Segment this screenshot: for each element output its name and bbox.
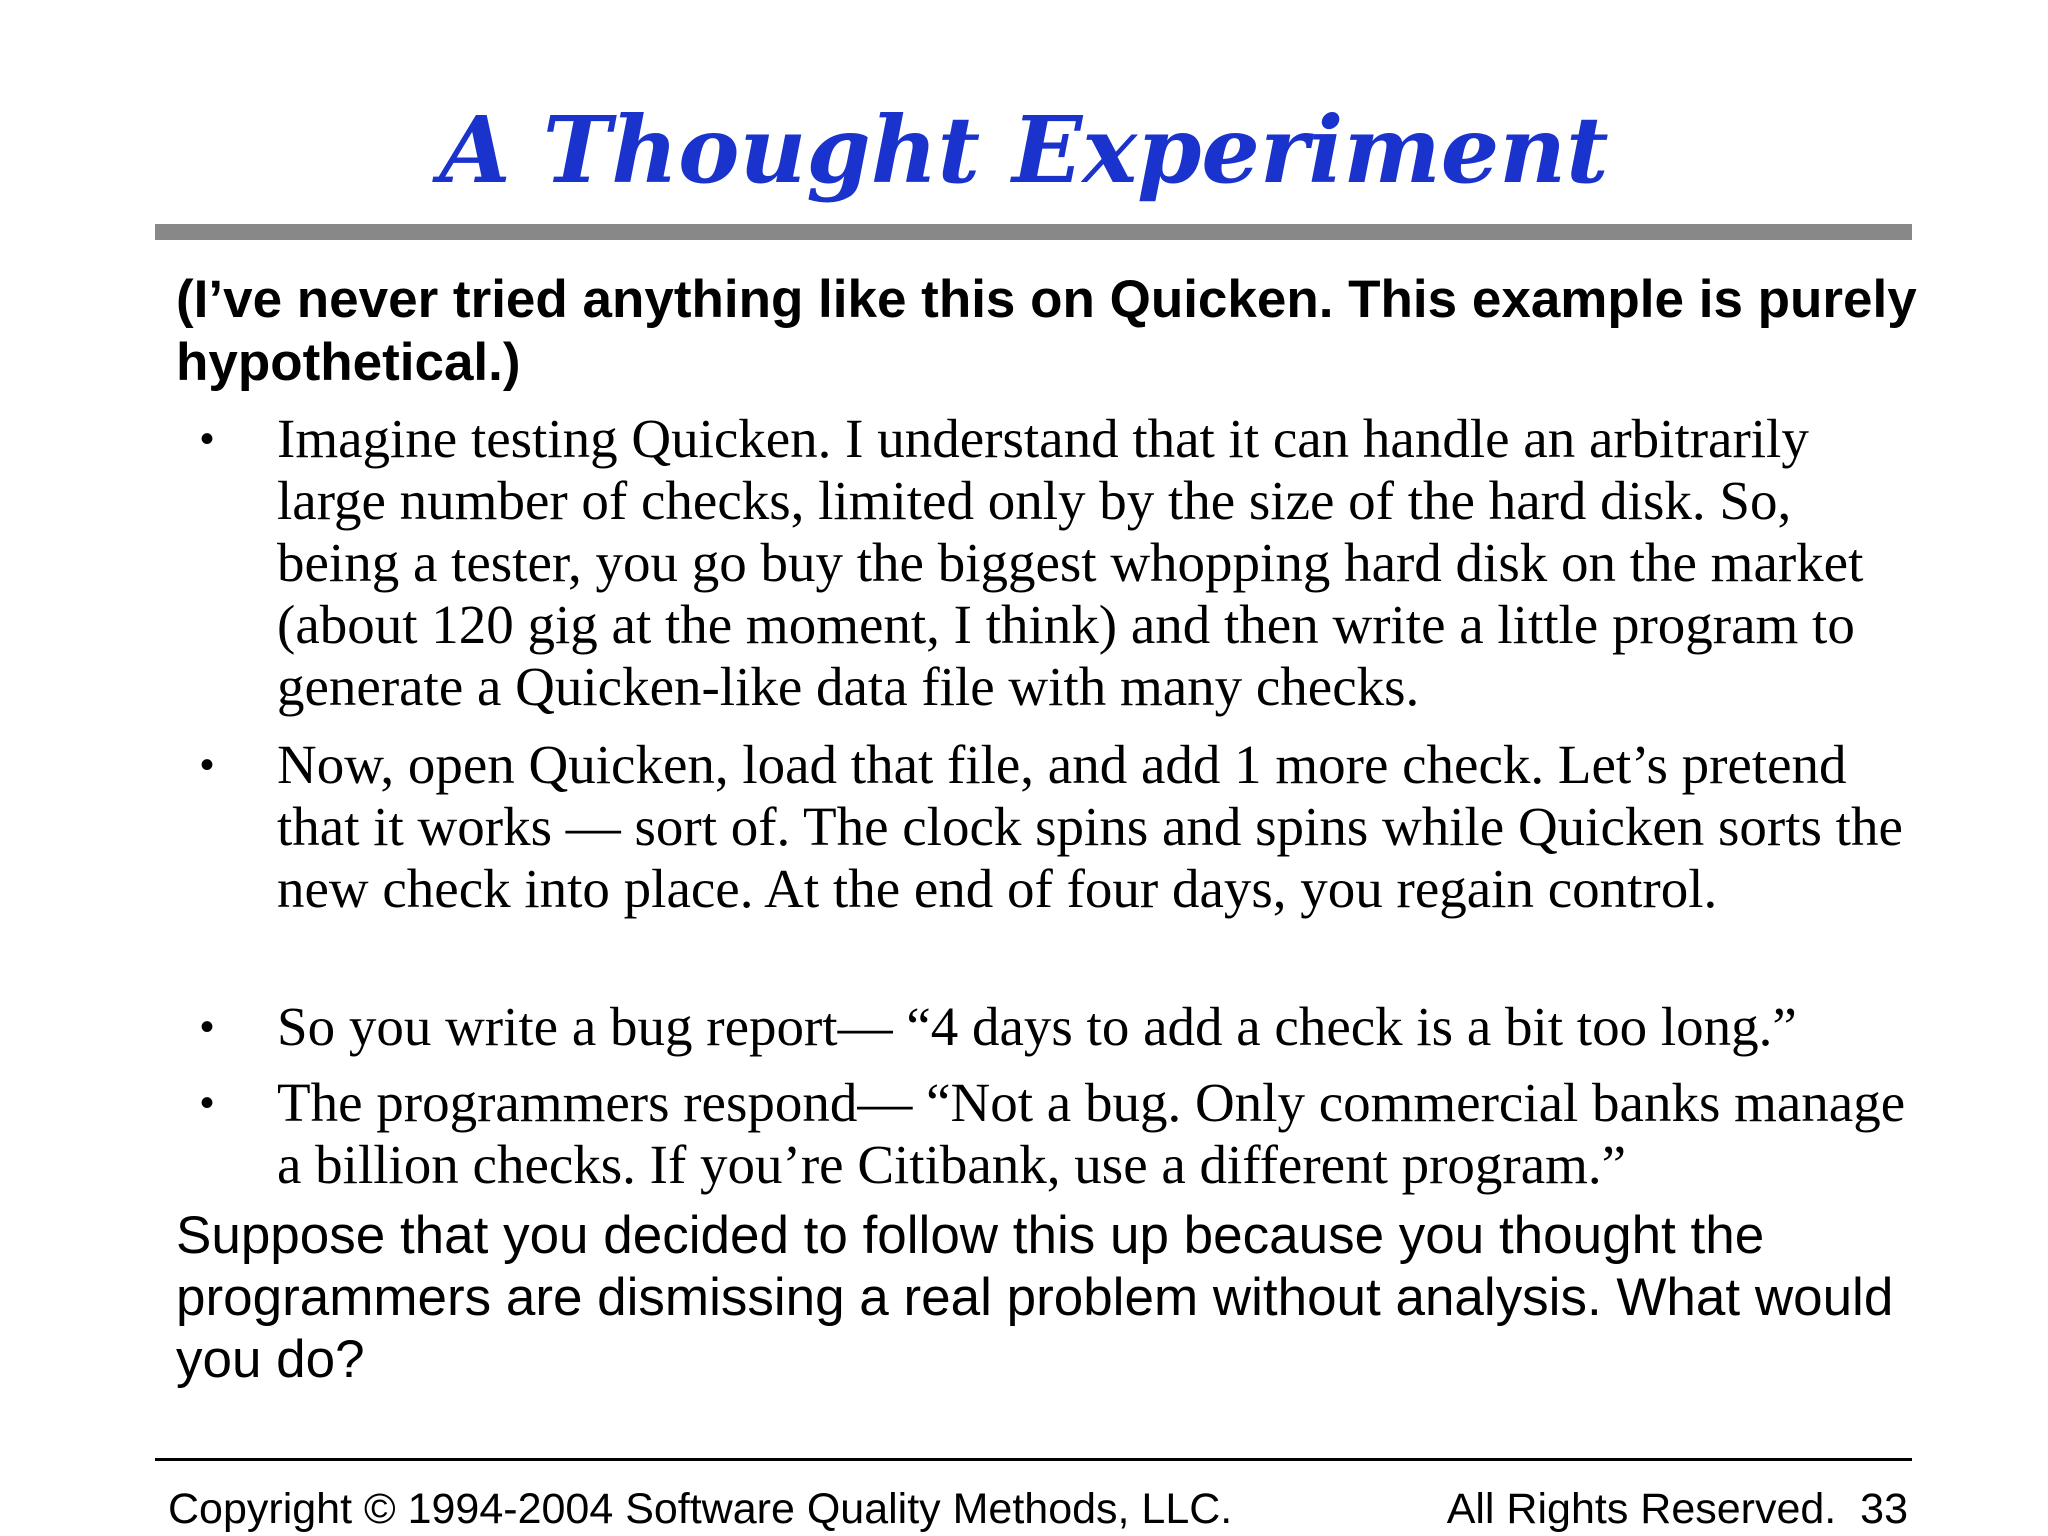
bullet-marker: • <box>200 1005 215 1049</box>
bullet-text: The programmers respond— “Not a bug. Only commercial banks manage a billion checks. If you’re Citibank, use a different program.” <box>277 1072 1906 1195</box>
slide-title: A Thought Experiment <box>439 96 1609 204</box>
page-number: 33 <box>1860 1485 1908 1533</box>
footer-right <box>1447 1484 1908 1534</box>
bullet-marker: • <box>200 417 215 461</box>
bullet-marker: • <box>200 743 215 787</box>
bullet-marker: • <box>200 1081 215 1125</box>
bullet-text: Now, open Quicken, load that file, and add 1 more check. Let’s pretend that it works — sort of. The clock spins and spins while Quicken sorts the new check into place. At the end of four days, you regain control. <box>277 734 1903 919</box>
footer-divider <box>155 1458 1912 1461</box>
copyright-notice: Copyright © 1994-2004 Software Quality Methods, LLC. <box>168 1485 1233 1533</box>
bullet-text: So you write a bug report— “4 days to add a check is a bit too long.” <box>277 996 1797 1057</box>
rights-text: All Rights Reserved. <box>1446 1485 1837 1533</box>
title-divider <box>155 224 1912 240</box>
bullet-text: Imagine testing Quicken. I understand that it can handle an arbitrarily large number of checks, limited only by the size of the hard disk. So, being a tester, you go buy the biggest whopping hard disk on the market (about 120 gig at the moment, I think) and then write a little program to generate a Quicken-like data file with many checks. <box>277 408 1864 717</box>
closing-question: Suppose that you decided to follow this up because you thought the programmers are dismissing a real problem without analysis. What would you do? <box>176 1206 1894 1389</box>
slide-subtitle: (I’ve never tried anything like this on Quicken. This example is purely hypothetical.) <box>176 270 1917 392</box>
